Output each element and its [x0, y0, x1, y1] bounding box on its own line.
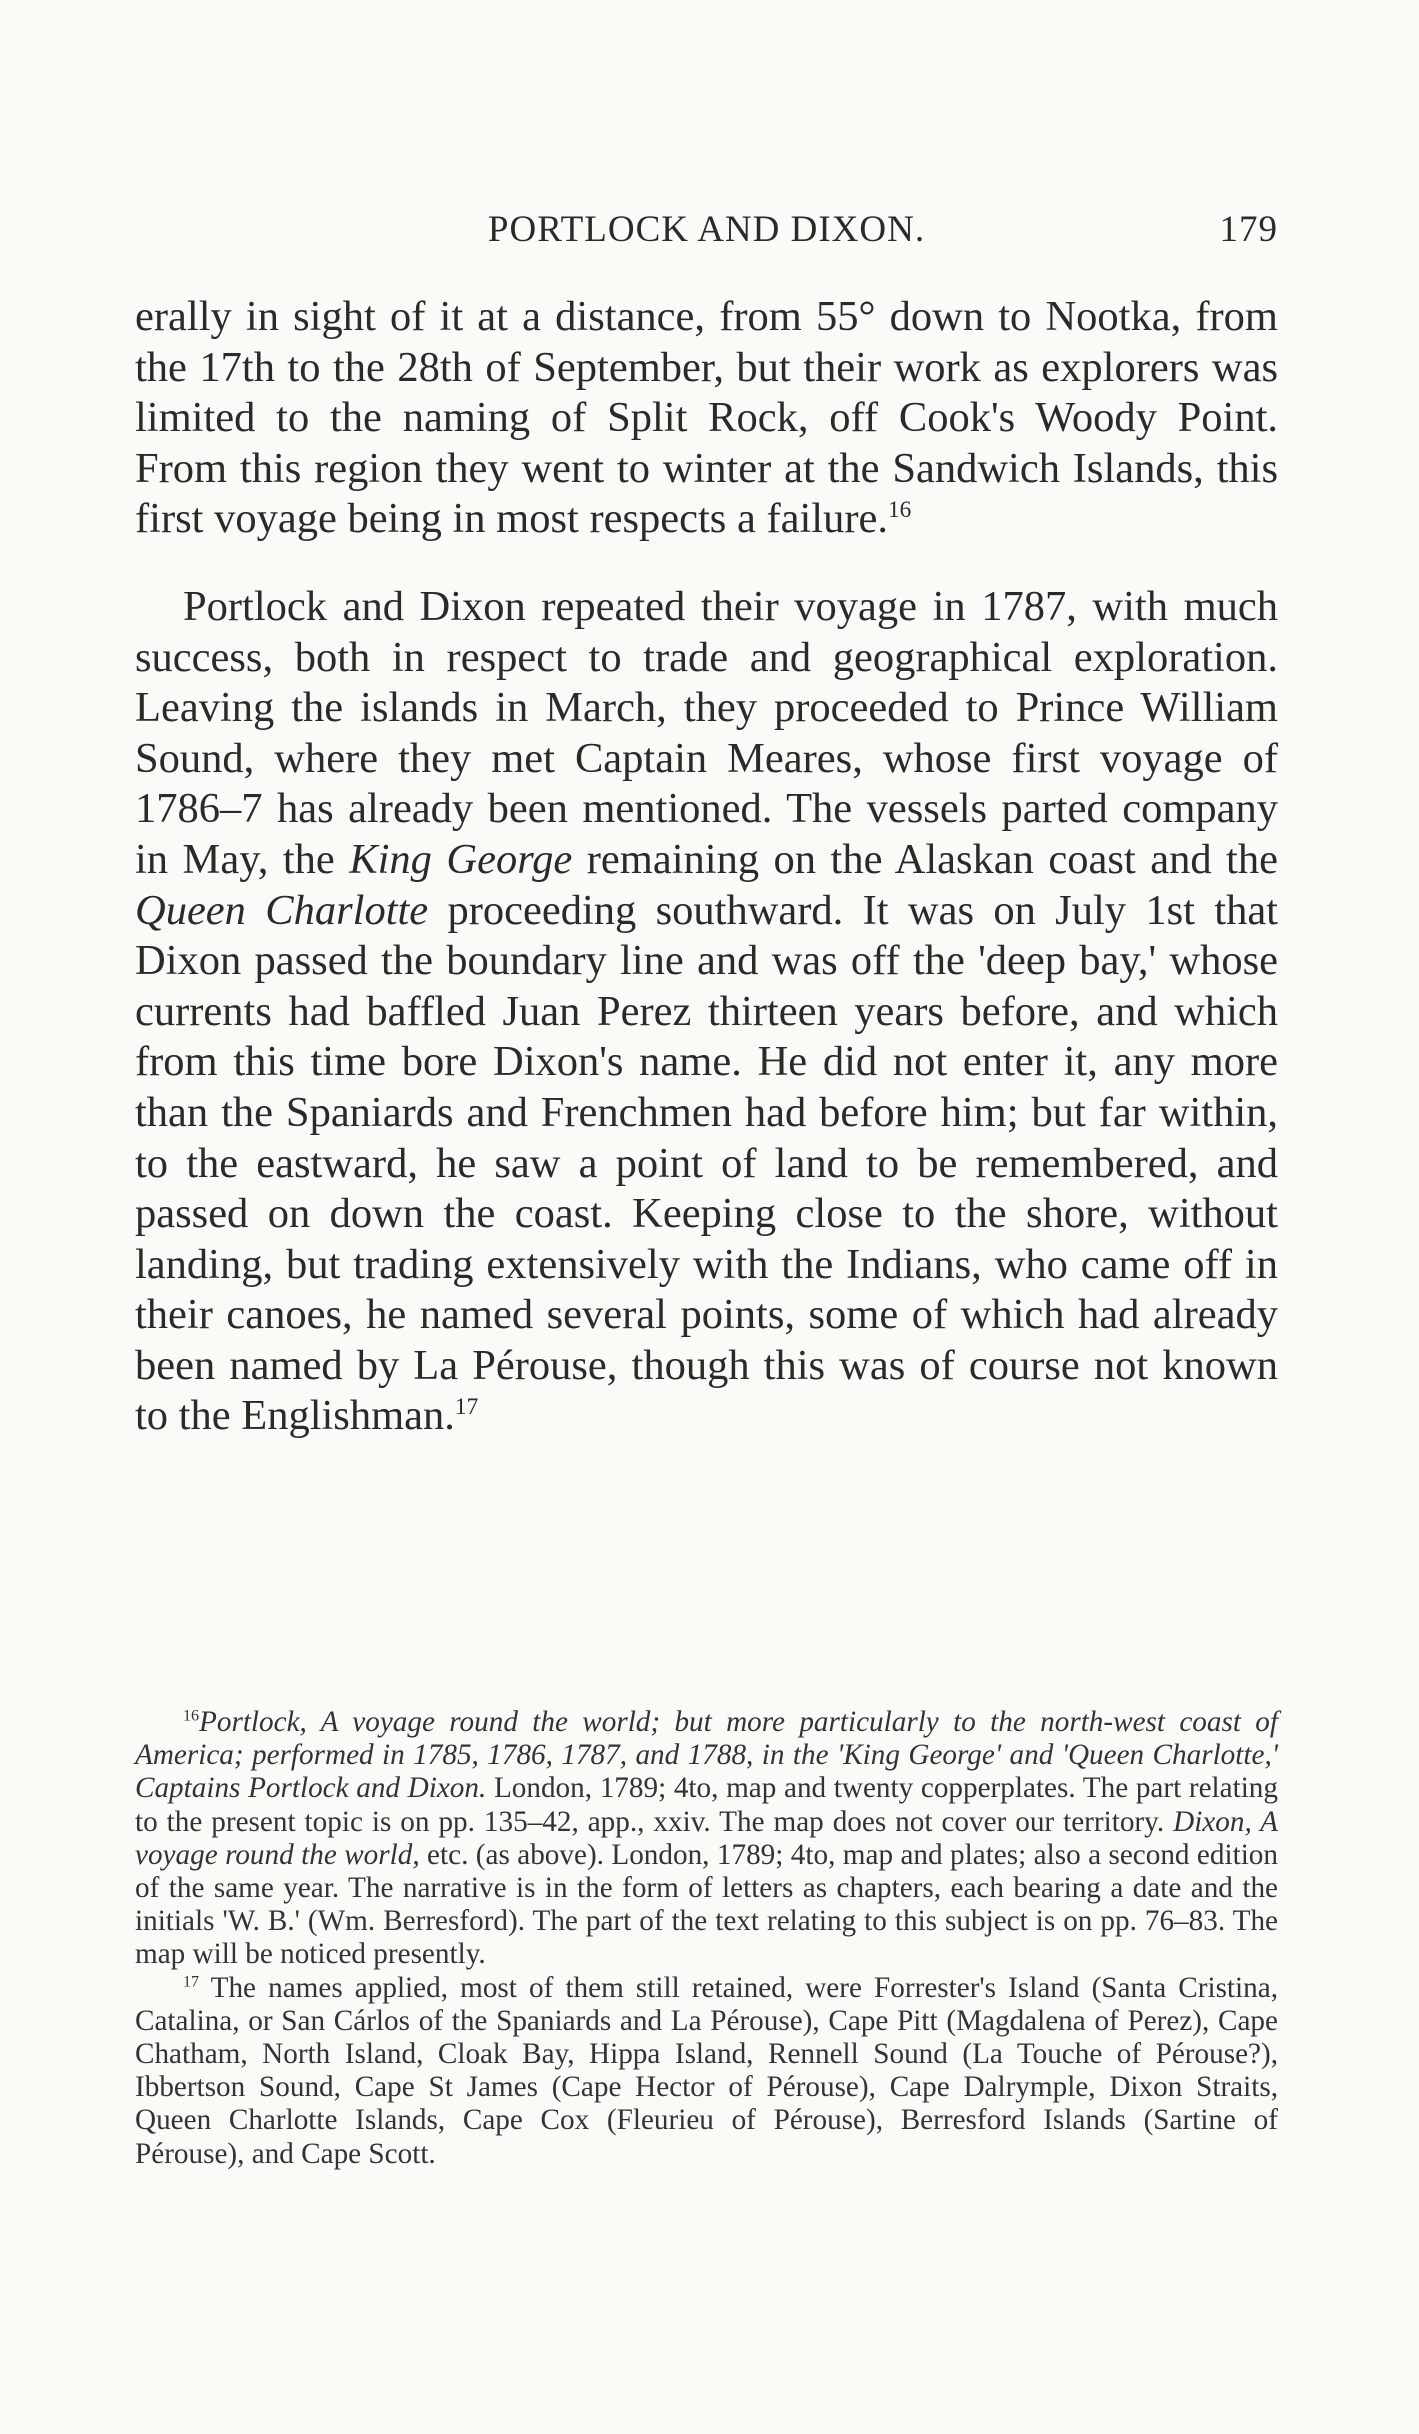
footnote-16-text-1: London, 1789; 4to, map and twenty copperplates. The part relating to the present topic is on pp. 135–42, app., xxiv. The map does not cover our territory.: [135, 1772, 1278, 1838]
footnote-ref-16: 16: [887, 497, 912, 524]
paragraph-1: [135, 292, 1278, 545]
footnote-16-citation-portlock: Portlock, A voyage round the world; but more particularly to the north-west coast of America; performed in 1785, 1786, 1787, and 1788, in the 'King George' and 'Queen Charlotte,' Captains Portlock and Dixon.: [135, 1706, 1278, 1805]
footnote-17-text: The names applied, most of them still retained, were Forrester's Island (Santa Cristina, Catalina, or San Cárlos of the Spaniards and La Pérouse), Cape Pitt (Magdalena of Perez), Cape Chatham, North Island, Cloak Bay, Hippa Island, Rennell Sound (La Touche of Pérouse?), Ibbertson Sound, Cape St James (Cape Hector of Pérouse), Cape Dalrymple, Dixon Straits, Queen Charlotte Islands, Cape Cox (Fleurieu of Pérouse), Berresford Islands (Sartine of Pérouse), and Cape Scott.: [135, 1971, 1278, 2170]
ship-name-queen-charlotte: Queen Charlotte: [135, 886, 429, 934]
paragraph-2-text-a: Portlock and Dixon repeated their voyage in 1787, with much success, both in respect to trade and geographical exploration. Leaving the islands in March, they proceeded to Prince William Sound, where they met Captain Meares, whose first voyage of 1786–7 has already been mentioned. The vessels parted company in May, the: [135, 582, 1278, 883]
main-text: [135, 292, 1278, 1442]
footnote-ref-17: 17: [454, 1394, 479, 1421]
ship-name-king-george: King George: [349, 835, 573, 883]
footnote-16: [135, 1706, 1278, 1972]
footnote-16-citation-dixon: Dixon, A voyage round the world,: [135, 1805, 1279, 1871]
running-title: PORTLOCK AND DIXON.: [487, 209, 926, 250]
footnotes: [135, 1706, 1278, 2171]
running-header: [135, 208, 1278, 258]
paragraph-2-text-c: proceeding southward. It was on July 1st that Dixon passed the boundary line and was off the 'deep bay,' whose currents had baffled Juan Perez thirteen years before, and which from this time bore Dixon's name. He did not enter it, any more than the Spaniards and Frenchmen had before him; but far within, to the eastward, he saw a point of land to be remembered, and passed on down the coast. Keeping close to the shore, without landing, but trading extensively with the Indians, who came off in their canoes, he named several points, some of which had already been named by La Pérouse, though this was of course not known to the Englishman.: [135, 886, 1278, 1440]
page-number: 179: [1219, 209, 1278, 250]
paragraph-1-text: erally in sight of it at a distance, from 55° down to Nootka, from the 17th to the 28th of September, but their work as explorers was limited to the naming of Split Rock, off Cook's Woody Point. From this region they went to winter at the Sandwich Islands, this first voyage being in most respects a failure.: [135, 293, 1278, 543]
footnote-17: [135, 1972, 1278, 2171]
paragraph-2-text-b: remaining on the Alaskan coast and the: [572, 835, 1278, 883]
footnote-16-text-2: etc. (as above). London, 1789; 4to, map and plates; also a second edition of the same year. The narrative is in the form of letters as chapters, each bearing a date and the initials 'W. B.' (Wm. Berresford). The part of the text relating to this subject is on pp. 76–83. The map will be noticed presently.: [135, 1838, 1278, 1971]
footnote-16-mark: 16: [183, 1707, 200, 1725]
footnote-17-mark: 17: [183, 1972, 200, 1990]
paragraph-2: [135, 582, 1278, 1442]
